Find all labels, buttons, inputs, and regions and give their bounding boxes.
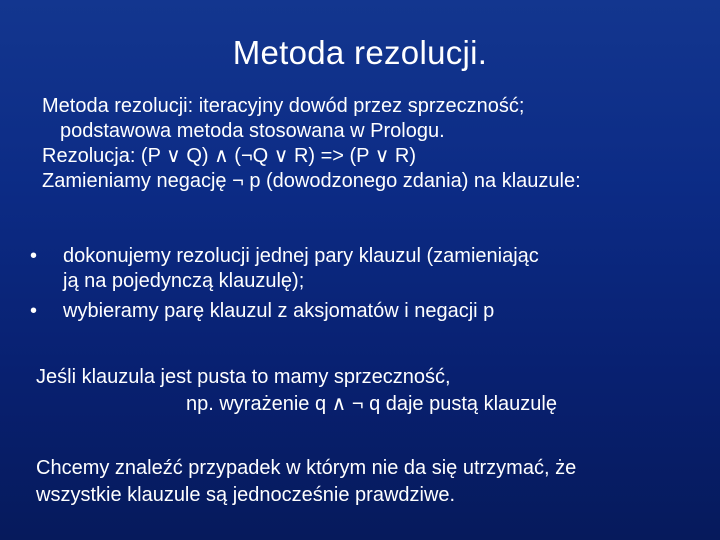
empty-clause-paragraph [36,364,706,418]
bullet-icon: • [30,300,38,322]
intro-line-negation: Zamieniamy negację ¬ p (dowodzonego zdania) na klauzule: [42,170,581,192]
goal-paragraph [36,455,706,509]
slide-title: Metoda rezolucji. [232,34,488,71]
paragraph-line: wszystkie klauzule są jednocześnie prawdziwe. [36,484,456,506]
paragraph-line: Jeśli klauzula jest pusta to mamy sprzeczność, [36,366,451,388]
bullet-list [30,244,700,329]
paragraph-line: Chcemy znaleźć przypadek w którym nie da się utrzymać, że [36,457,577,479]
list-item [30,244,700,294]
list-item [30,299,700,324]
bullet-text-line: dokonujemy rezolucji jednej pary klauzul (zamieniając [63,245,539,267]
intro-line-prolog: podstawowa metoda stosowana w Prologu. [60,120,445,142]
bullet-text-line: ją na pojedynczą klauzulę); [63,270,305,292]
intro-line-resolution-rule: Rezolucja: (P ∨ Q) ∧ (¬Q ∨ R) => (P ∨ R) [42,145,417,167]
intro-block [42,94,702,194]
bullet-icon: • [30,245,38,267]
intro-line-definition: Metoda rezolucji: iteracyjny dowód przez sprzeczność; [42,95,525,117]
paragraph-line: np. wyrażenie q ∧ ¬ q daje pustą klauzulę [186,393,557,415]
bullet-text-line: wybieramy parę klauzul z aksjomatów i negacji p [63,300,495,322]
